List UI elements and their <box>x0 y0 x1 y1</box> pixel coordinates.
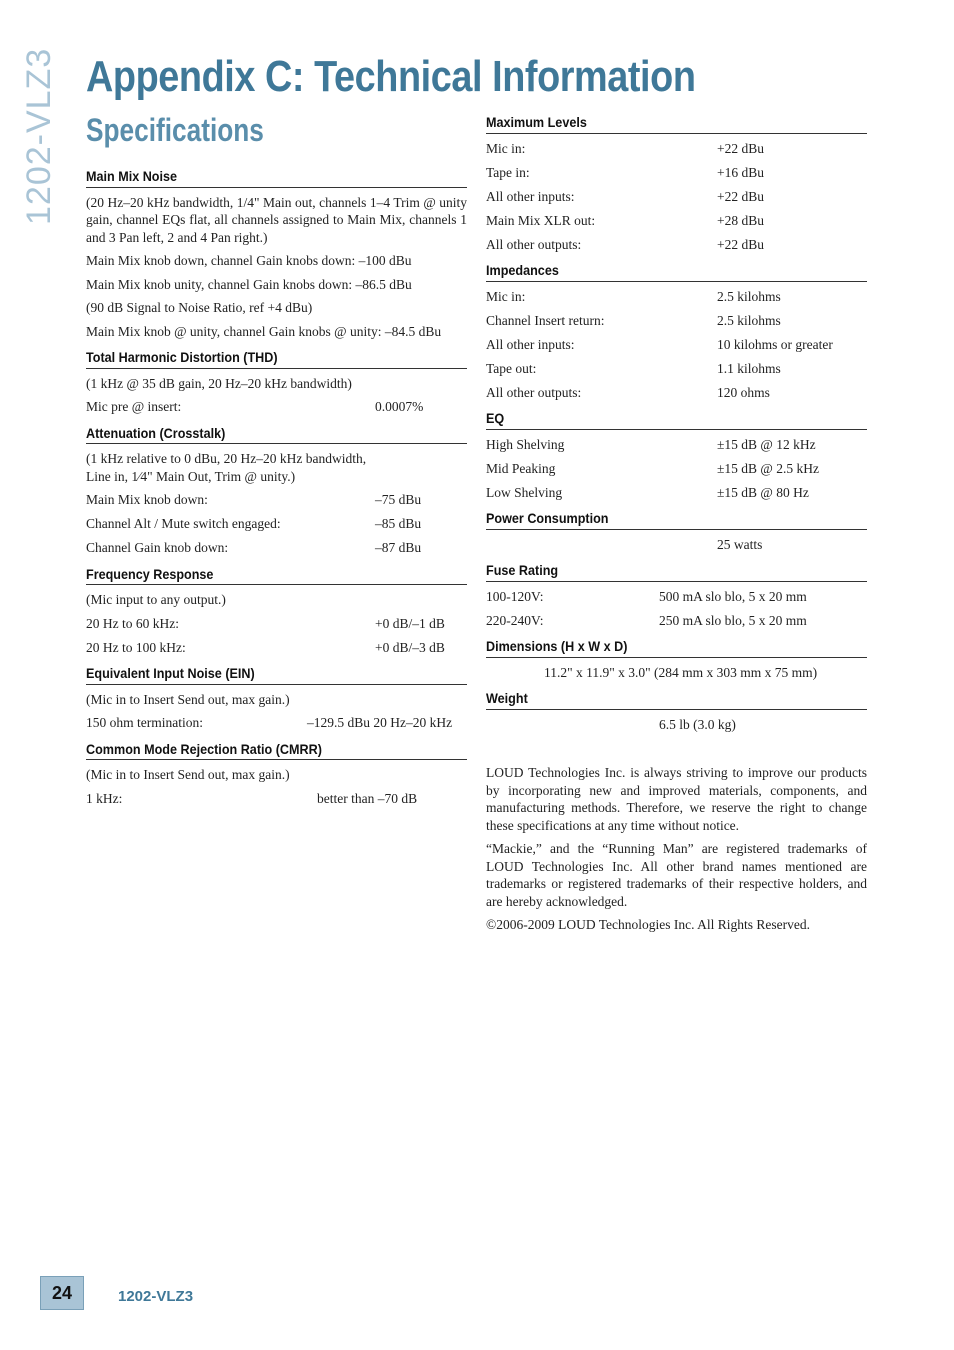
spec-row <box>86 790 467 808</box>
left-column <box>86 168 467 816</box>
spec-value: 250 mA slo blo, 5 x 20 mm <box>659 612 807 628</box>
conditions-text: (Mic input to any output.) <box>86 592 226 607</box>
spec-row <box>486 288 867 306</box>
spec-value: +22 dBu <box>717 236 764 252</box>
spec-row <box>486 188 867 206</box>
spec-row <box>86 491 467 509</box>
disclaimer-note: LOUD Technologies Inc. is always striving to improve our products by incorporating new and improved materials, components, and manufacturing methods. Therefore, we reserve the right to change these specifications at any time without notice. <box>486 765 867 833</box>
section-heading: Total Harmonic Distortion (THD) <box>86 349 467 369</box>
spec-row <box>86 539 467 557</box>
spec-row <box>486 716 867 734</box>
spec-label: All other inputs: <box>486 188 575 204</box>
spec-label: Main Mix XLR out: <box>486 212 596 228</box>
spec-value: 120 ohms <box>717 384 770 400</box>
section-heading: Main Mix Noise <box>86 168 467 188</box>
spec-row <box>86 639 467 657</box>
spec-label: Mic in: <box>486 140 526 156</box>
spec-value: 0.0007% <box>375 399 424 414</box>
spec-value: ±15 dB @ 12 kHz <box>717 436 816 452</box>
section-heading: EQ <box>486 410 867 430</box>
conditions-text: (Mic in to Insert Send out, max gain.) <box>86 691 290 707</box>
spec-label: 20 Hz to 100 kHz: <box>86 639 186 655</box>
spec-row <box>86 398 467 416</box>
spec-label: Channel Gain knob down: <box>86 540 229 555</box>
section-dimensions <box>486 638 867 681</box>
spec-label: 20 Hz to 60 kHz: <box>86 615 179 631</box>
spec-value: +0 dB/–1 dB <box>375 615 445 631</box>
spec-label: 1 kHz: <box>86 790 123 806</box>
sidebar-model-label: 1202-VLZ3 <box>20 47 58 225</box>
spec-row <box>486 236 867 254</box>
spec-value: ±15 dB @ 80 Hz <box>717 484 809 500</box>
spec-row <box>486 164 867 182</box>
spec-row <box>486 588 867 606</box>
spec-row <box>86 615 467 633</box>
section-fuse-rating <box>486 562 867 629</box>
spec-label: Tape in: <box>486 164 530 180</box>
section-main-mix-noise <box>86 168 467 340</box>
copyright-note: ©2006-2009 LOUD Technologies Inc. All Rights Reserved. <box>486 917 811 932</box>
spec-row <box>486 140 867 158</box>
spec-label: Main Mix knob down: <box>86 492 208 507</box>
spec-line: (90 dB Signal to Noise Ratio, ref +4 dBu) <box>86 300 313 315</box>
spec-row <box>486 536 867 554</box>
spec-label: All other outputs: <box>486 384 582 400</box>
spec-row <box>486 484 867 502</box>
spec-line: Main Mix knob down, channel Gain knobs down: –100 dBu <box>86 253 412 268</box>
section-heading: Attenuation (Crosstalk) <box>86 425 467 445</box>
spec-value: 1.1 kilohms <box>717 360 781 376</box>
spec-value: 2.5 kilohms <box>717 288 781 304</box>
section-heading: Impedances <box>486 262 867 282</box>
section-heading: Dimensions (H x W x D) <box>486 638 867 658</box>
page-title: Appendix C: Technical Information <box>86 52 696 101</box>
spec-row <box>486 336 867 354</box>
spec-value: –85 dBu <box>375 516 422 531</box>
spec-value: +0 dB/–3 dB <box>375 639 445 655</box>
spec-label: Mic pre @ insert: <box>86 399 182 414</box>
spec-label: All other inputs: <box>486 336 575 352</box>
spec-label: 100-120V: <box>486 588 544 604</box>
spec-label: High Shelving <box>486 436 565 452</box>
section-cmrr <box>86 741 467 808</box>
spec-value: 2.5 kilohms <box>717 312 781 328</box>
section-heading: Power Consumption <box>486 510 867 530</box>
right-column <box>486 114 867 940</box>
spec-label: Channel Insert return: <box>486 312 605 328</box>
spec-row <box>486 360 867 378</box>
spec-row <box>486 312 867 330</box>
conditions-text: Line in, 1⁄4" Main Out, Trim @ unity.) <box>86 468 296 484</box>
spec-value: 6.5 lb (3.0 kg) <box>659 716 736 732</box>
page-number-badge: 24 <box>40 1276 84 1310</box>
footer-model-name: 1202-VLZ3 <box>118 1288 194 1305</box>
spec-value: +22 dBu <box>717 188 764 204</box>
spec-label: 220-240V: <box>486 612 544 628</box>
spec-row <box>486 612 867 630</box>
section-heading: Fuse Rating <box>486 562 867 582</box>
spec-row <box>86 714 467 732</box>
spec-row <box>486 212 867 230</box>
conditions-text: (Mic in to Insert Send out, max gain.) <box>86 767 290 782</box>
spec-row <box>486 664 867 682</box>
section-heading: Maximum Levels <box>486 114 867 134</box>
spec-label: Tape out: <box>486 360 537 376</box>
section-impedances <box>486 262 867 401</box>
section-heading: Frequency Response <box>86 566 467 586</box>
page-subtitle: Specifications <box>86 112 264 148</box>
spec-value: 25 watts <box>717 536 763 552</box>
trademark-note: “Mackie,” and the “Running Man” are registered trademarks of LOUD Technologies Inc. All other brand names mentioned are trademarks or registered trademarks of their respective holders, and are hereby acknowledged. <box>486 841 867 909</box>
section-heading: Equivalent Input Noise (EIN) <box>86 665 467 685</box>
section-weight <box>486 690 867 733</box>
spec-label: All other outputs: <box>486 236 582 252</box>
spec-value: 10 kilohms or greater <box>717 336 833 352</box>
spec-line: Main Mix knob @ unity, channel Gain knobs @ unity: –84.5 dBu <box>86 323 442 339</box>
spec-value: –75 dBu <box>375 492 422 507</box>
spec-value: +28 dBu <box>717 212 764 228</box>
spec-value: 11.2" x 11.9" x 3.0" (284 mm x 303 mm x 75 mm) <box>544 664 818 680</box>
spec-row <box>486 384 867 402</box>
spec-line: Main Mix knob unity, channel Gain knobs down: –86.5 dBu <box>86 276 412 292</box>
spec-value: –87 dBu <box>375 540 422 555</box>
conditions-text: (1 kHz relative to 0 dBu, 20 Hz–20 kHz bandwidth, <box>86 451 367 466</box>
spec-row <box>86 515 467 533</box>
spec-label: 150 ohm termination: <box>86 715 203 730</box>
spec-value: –129.5 dBu 20 Hz–20 kHz <box>307 715 453 730</box>
section-frequency-response <box>86 566 467 657</box>
spec-value: +16 dBu <box>717 164 764 180</box>
section-crosstalk <box>86 425 467 557</box>
section-maximum-levels <box>486 114 867 253</box>
spec-label: Mid Peaking <box>486 460 556 476</box>
section-power-consumption <box>486 510 867 553</box>
spec-value: +22 dBu <box>717 140 764 156</box>
spec-value: ±15 dB @ 2.5 kHz <box>717 460 819 476</box>
spec-label: Channel Alt / Mute switch engaged: <box>86 516 281 531</box>
section-thd <box>86 349 467 416</box>
conditions-text: (1 kHz @ 35 dB gain, 20 Hz–20 kHz bandwidth) <box>86 375 352 391</box>
section-heading: Common Mode Rejection Ratio (CMRR) <box>86 741 467 761</box>
spec-value: better than –70 dB <box>317 790 418 806</box>
section-heading: Weight <box>486 690 867 710</box>
section-eq <box>486 410 867 501</box>
spec-label: Low Shelving <box>486 484 563 500</box>
conditions-text: (20 Hz–20 kHz bandwidth, 1/4" Main out, channels 1–4 Trim @ unity gain, channel EQs flat, all channels assigned to Main Mix, channels 1 and 3 Pan left, 2 and 4 Pan right.) <box>86 194 467 245</box>
section-ein <box>86 665 467 732</box>
spec-row <box>486 460 867 478</box>
spec-value: 500 mA slo blo, 5 x 20 mm <box>659 588 807 604</box>
spec-row <box>486 436 867 454</box>
spec-label: Mic in: <box>486 288 526 304</box>
